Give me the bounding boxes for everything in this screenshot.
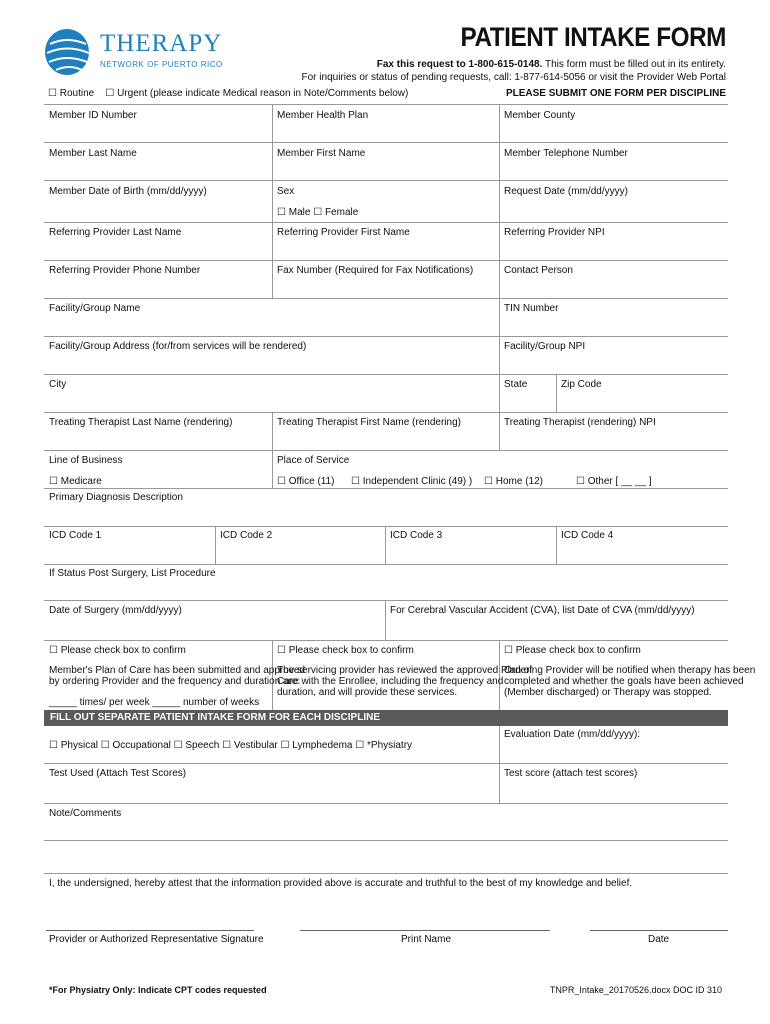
- other-checkbox[interactable]: ☐ Other [ __ __ ]: [576, 476, 652, 487]
- confirm-1-text-b: by ordering Provider and the frequency and duration are:: [49, 676, 301, 687]
- sex-label: Sex: [277, 186, 295, 197]
- discipline-band: FILL OUT SEPARATE PATIENT INTAKE FORM FOR EACH DISCIPLINE: [44, 710, 728, 726]
- inquiries-text: For inquiries or status of pending requests, call: 1-877-614-5056 or visit the Provider Web Portal: [301, 72, 726, 83]
- ref-phone-field[interactable]: Referring Provider Phone Number: [49, 265, 201, 276]
- member-phone-field[interactable]: Member Telephone Number: [504, 148, 628, 159]
- test-score-field[interactable]: Test score (attach test scores): [504, 768, 638, 779]
- member-first-name-field[interactable]: Member First Name: [277, 148, 366, 159]
- line-of-business-label: Line of Business: [49, 455, 123, 466]
- routine-checkbox[interactable]: ☐ Routine: [48, 88, 95, 99]
- icd-code-2-field[interactable]: ICD Code 2: [220, 530, 273, 541]
- submit-one-note: PLEASE SUBMIT ONE FORM PER DISCIPLINE: [505, 88, 726, 99]
- place-of-service-label: Place of Service: [277, 455, 350, 466]
- medicare-checkbox[interactable]: ☐ Medicare: [49, 476, 102, 487]
- discipline-checkboxes[interactable]: ☐ Physical ☐ Occupational ☐ Speech ☐ Vestibular ☐ Lymphedema ☐ *Physiatry: [49, 740, 413, 751]
- priority-options: [48, 88, 408, 99]
- confirm-3-text-b: completed and whether the goals have been achieved: [504, 676, 744, 687]
- document-id: TNPR_Intake_20170526.docx DOC ID 310: [549, 985, 722, 995]
- member-last-name-field[interactable]: Member Last Name: [49, 148, 137, 159]
- post-surgery-field[interactable]: If Status Post Surgery, List Procedure: [49, 568, 216, 579]
- fax-instructions: Fax this request to 1-800-615-0148. This form must be filled out in its entirety.: [376, 59, 726, 70]
- home-checkbox[interactable]: ☐ Home (12): [484, 476, 543, 487]
- request-date-field[interactable]: Request Date (mm/dd/yyyy): [504, 186, 628, 197]
- physiatry-footnote: *For Physiatry Only: Indicate CPT codes requested: [49, 985, 267, 995]
- attestation-text: I, the undersigned, hereby attest that the information provided above is accurate and truthful to the best of my knowledge and belief.: [49, 878, 633, 889]
- therapist-npi-field[interactable]: Treating Therapist (rendering) NPI: [504, 417, 656, 428]
- ref-npi-field[interactable]: Referring Provider NPI: [504, 227, 605, 238]
- evaluation-date-field[interactable]: Evaluation Date (mm/dd/yyyy):: [504, 729, 641, 740]
- therapist-last-name-field[interactable]: Treating Therapist Last Name (rendering): [49, 417, 233, 428]
- page-title: PATIENT INTAKE FORM: [460, 22, 726, 52]
- facility-address-field[interactable]: Facility/Group Address (for/from services will be rendered): [49, 341, 307, 352]
- date-of-surgery-field[interactable]: Date of Surgery (mm/dd/yyyy): [49, 605, 182, 616]
- confirm-checkbox-3[interactable]: ☐ Please check box to confirm: [504, 645, 641, 656]
- confirm-checkbox-1[interactable]: ☐ Please check box to confirm: [49, 645, 186, 656]
- ref-first-name-field[interactable]: Referring Provider First Name: [277, 227, 410, 238]
- tin-field[interactable]: TIN Number: [504, 303, 559, 314]
- confirm-2-text-c: duration, and will provide these services.: [277, 687, 458, 698]
- signature-line[interactable]: Provider or Authorized Representative Signature: [49, 934, 264, 945]
- primary-diagnosis-field[interactable]: Primary Diagnosis Description: [49, 492, 183, 503]
- icd-code-1-field[interactable]: ICD Code 1: [49, 530, 102, 541]
- icd-code-4-field[interactable]: ICD Code 4: [561, 530, 614, 541]
- confirm-1-text-a: Member's Plan of Care has been submitted and approved: [49, 665, 305, 676]
- test-used-field[interactable]: Test Used (Attach Test Scores): [49, 768, 187, 779]
- confirm-3-text-a: Ordering Provider will be notified when therapy has been: [504, 665, 756, 676]
- urgent-checkbox[interactable]: ☐ Urgent (please indicate Medical reason in Note/Comments below): [105, 88, 409, 99]
- member-id-field[interactable]: Member ID Number: [49, 110, 137, 121]
- logo-subtext: NETWORK OF PUERTO RICO: [100, 60, 223, 69]
- contact-person-field[interactable]: Contact Person: [504, 265, 573, 276]
- member-dob-field[interactable]: Member Date of Birth (mm/dd/yyyy): [49, 186, 207, 197]
- facility-name-field[interactable]: Facility/Group Name: [49, 303, 141, 314]
- sex-checkboxes[interactable]: ☐ Male ☐ Female: [277, 207, 359, 218]
- therapy-logo: [42, 26, 252, 78]
- confirm-3-text-c: (Member discharged) or Therapy was stopped.: [504, 687, 712, 698]
- facility-npi-field[interactable]: Facility/Group NPI: [504, 341, 586, 352]
- confirm-checkbox-2[interactable]: ☐ Please check box to confirm: [277, 645, 414, 656]
- member-county-field[interactable]: Member County: [504, 110, 576, 121]
- logo-text: THERAPY: [100, 30, 223, 57]
- therapist-first-name-field[interactable]: Treating Therapist First Name (rendering): [277, 417, 461, 428]
- independent-clinic-checkbox[interactable]: ☐ Independent Clinic (49) ): [351, 476, 473, 487]
- frequency-duration-field[interactable]: _____ times/ per week _____ number of weeks: [49, 697, 260, 708]
- globe-logo-icon: [42, 26, 96, 78]
- zip-field[interactable]: Zip Code: [561, 379, 602, 390]
- state-field[interactable]: State: [504, 379, 528, 390]
- date-line[interactable]: Date: [648, 934, 670, 945]
- office-checkbox[interactable]: ☐ Office (11): [277, 476, 335, 487]
- member-health-plan-field[interactable]: Member Health Plan: [277, 110, 369, 121]
- notes-field[interactable]: Note/Comments: [49, 808, 122, 819]
- confirm-2-text-a: The servicing provider has reviewed the approved Plan of: [277, 665, 533, 676]
- fax-number-field[interactable]: Fax Number (Required for Fax Notifications): [277, 265, 474, 276]
- icd-code-3-field[interactable]: ICD Code 3: [390, 530, 443, 541]
- print-name-line[interactable]: Print Name: [401, 934, 452, 945]
- city-field[interactable]: City: [49, 379, 67, 390]
- cva-date-field[interactable]: For Cerebral Vascular Accident (CVA), list Date of CVA (mm/dd/yyyy): [390, 605, 695, 616]
- ref-last-name-field[interactable]: Referring Provider Last Name: [49, 227, 182, 238]
- confirm-2-text-b: Care with the Enrollee, including the frequency and: [277, 676, 504, 687]
